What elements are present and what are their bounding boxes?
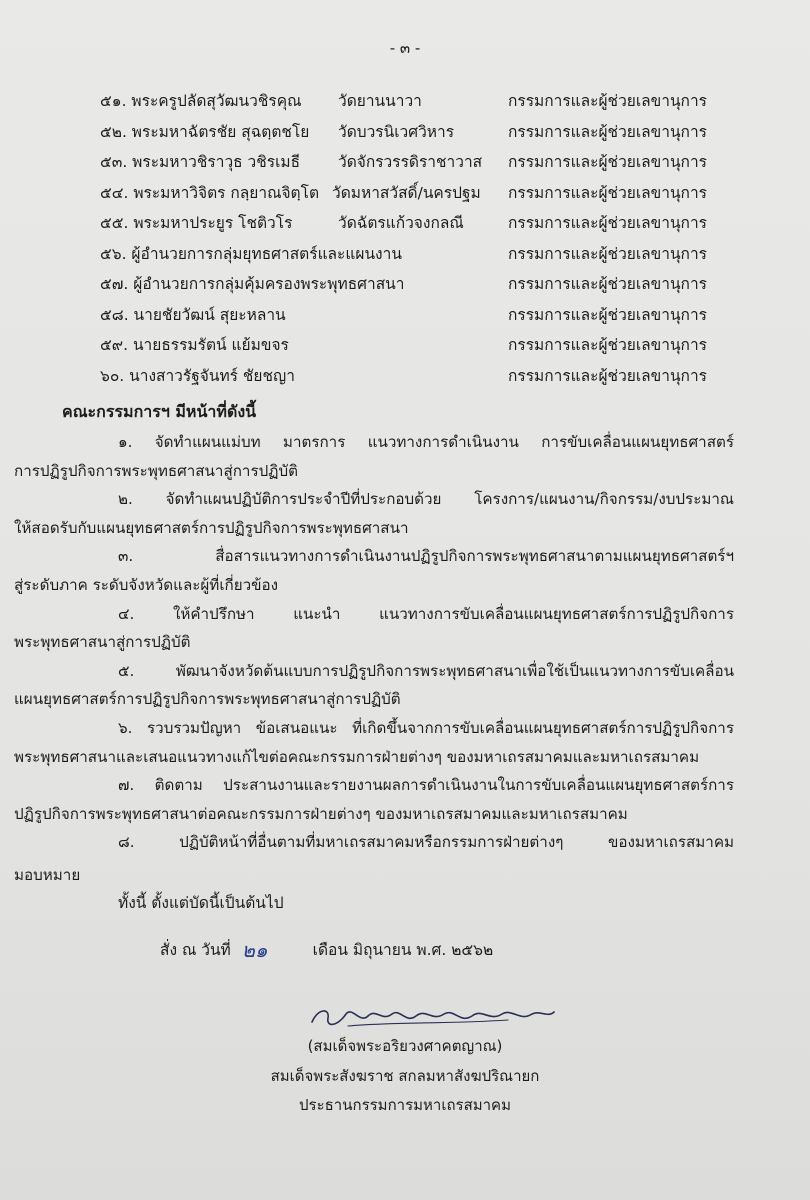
signed-month-year: เดือน มิถุนายน พ.ศ. ๒๕๖๒ bbox=[312, 941, 494, 959]
member-role: กรรมการและผู้ช่วยเลขานุการ bbox=[508, 244, 707, 263]
signed-prefix: สั่ง ณ วันที่ bbox=[160, 941, 231, 959]
duty-first-line: ๕. พัฒนาจังหวัดต้นแบบการปฏิรูปกิจการพระพุทธศาสนาเพื่อใช้เป็นแนวทางการขับเคลื่อน bbox=[118, 661, 734, 680]
member-row bbox=[100, 302, 740, 333]
signatory-position: ประธานกรรมการมหาเถรสมาคม bbox=[299, 1096, 511, 1114]
duty-continuation: แผนยุทธศาสตร์การปฏิรูปกิจการพระพุทธศาสนาสู่การปฏิบัติ bbox=[14, 690, 401, 709]
member-row bbox=[100, 180, 740, 211]
member-role: กรรมการและผู้ช่วยเลขานุการ bbox=[508, 305, 707, 324]
member-role: กรรมการและผู้ช่วยเลขานุการ bbox=[508, 122, 707, 141]
member-name: ๕๔. พระมหาวิจิตร กลฺยาณจิตฺโต bbox=[100, 183, 320, 202]
member-row bbox=[100, 149, 740, 180]
duty-continuation: ให้สอดรับกับแผนยุทธศาสตร์การปฏิรูปกิจการพระพุทธศาสนา bbox=[14, 518, 409, 537]
page-number: - ๓ - bbox=[389, 39, 421, 57]
member-row bbox=[100, 241, 740, 272]
member-role: กรรมการและผู้ช่วยเลขานุการ bbox=[508, 214, 707, 232]
duty-continuation: มอบหมาย bbox=[14, 865, 81, 884]
signature-icon bbox=[308, 1002, 558, 1032]
member-row bbox=[100, 119, 740, 150]
duty-first-line: ๗. ติดตาม ประสานงานและรายงานผลการดำเนินงานในการขับเคลื่อนแผนยุทธศาสตร์การ bbox=[118, 776, 734, 795]
member-row bbox=[100, 363, 740, 394]
duty-item bbox=[14, 428, 734, 485]
member-temple: วัดฉัตรแก้วจงกลณี bbox=[338, 214, 464, 232]
duty-first-line: ๒. จัดทำแผนปฏิบัติการประจำปีที่ประกอบด้วย โครงการ/แผนงาน/กิจกรรม/งบประมาณ bbox=[118, 490, 734, 509]
member-name: ๕๘. นายชัยวัฒน์ สุยะหลาน bbox=[100, 305, 286, 324]
member-role: กรรมการและผู้ช่วยเลขานุการ bbox=[508, 183, 707, 202]
signatory-name: (สมเด็จพระอริยวงศาคตญาณ) bbox=[307, 1037, 503, 1055]
duties-heading: คณะกรรมการฯ มีหน้าที่ดังนี้ bbox=[62, 402, 257, 421]
duty-item bbox=[14, 657, 734, 714]
member-name: ๕๕. พระมหาประยูร โชติวโร bbox=[100, 214, 293, 232]
member-row bbox=[100, 271, 740, 302]
member-name: ๖๐. นางสาวรัฐจันทร์ ชัยชญา bbox=[100, 366, 295, 385]
member-name: ๕๓. พระมหาวชิราวุธ วชิรเมธี bbox=[100, 153, 301, 171]
signed-date-line bbox=[160, 932, 493, 964]
member-temple: วัดยานนาวา bbox=[338, 92, 422, 110]
member-role: กรรมการและผู้ช่วยเลขานุการ bbox=[508, 366, 707, 385]
duty-item bbox=[14, 771, 734, 828]
member-row bbox=[100, 88, 740, 119]
member-name: ๕๒. พระมหาฉัตรชัย สุฉตฺตชโย bbox=[100, 122, 310, 141]
duty-first-line: ๑. จัดทำแผนแม่บท มาตรการ แนวทางการดำเนินงาน การขับเคลื่อนแผนยุทธศาสตร์ bbox=[118, 433, 734, 451]
duty-continuation: ปฏิรูปกิจการพระพุทธศาสนาต่อคณะกรรมการฝ่ายต่างๆ ของมหาเถรสมาคมและมหาเถรสมาคม bbox=[14, 804, 628, 823]
member-role: กรรมการและผู้ช่วยเลขานุการ bbox=[508, 92, 707, 110]
duty-item bbox=[14, 714, 734, 771]
member-temple: วัดมหาสวัสดิ์/นครปฐม bbox=[332, 183, 481, 202]
signed-day-handwritten: ๒๑ bbox=[241, 938, 268, 962]
duty-continuation: การปฏิรูปกิจการพระพุทธศาสนาสู่การปฏิบัติ bbox=[14, 461, 298, 480]
duty-item bbox=[14, 542, 734, 599]
member-name: ๕๗. ผู้อำนวยการกลุ่มคุ้มครองพระพุทธศาสนา bbox=[100, 275, 405, 293]
member-row bbox=[100, 332, 740, 363]
member-temple: วัดจักรวรรดิราชาวาส bbox=[338, 153, 483, 171]
duty-continuation: สู่ระดับภาค ระดับจังหวัดและผู้ที่เกี่ยวข้อง bbox=[14, 575, 279, 594]
duty-item bbox=[14, 600, 734, 657]
duty-first-line: ๔. ให้คำปรึกษา แนะนำ แนวทางการขับเคลื่อนแผนยุทธศาสตร์การปฏิรูปกิจการ bbox=[118, 604, 734, 623]
member-name: ๕๙. นายธรรมรัตน์ แย้มขจร bbox=[100, 336, 289, 354]
signatory-title: สมเด็จพระสังฆราช สกลมหาสังฆปริณายก bbox=[270, 1067, 540, 1085]
member-role: กรรมการและผู้ช่วยเลขานุการ bbox=[508, 336, 707, 354]
member-list bbox=[100, 88, 740, 393]
duty-item bbox=[14, 828, 734, 889]
member-row bbox=[100, 210, 740, 241]
duty-first-line: ๘. ปฏิบัติหน้าที่อื่นตามที่มหาเถรสมาคมหรือกรรมการฝ่ายต่างๆ ของมหาเถรสมาคม bbox=[118, 833, 734, 852]
duty-continuation: พระพุทธศาสนาสู่การปฏิบัติ bbox=[14, 633, 191, 652]
duty-item bbox=[14, 485, 734, 542]
effective-clause: ทั้งนี้ ตั้งแต่บัดนี้เป็นต้นไป bbox=[118, 894, 284, 912]
member-name: ๕๖. ผู้อำนวยการกลุ่มยุทธศาสตร์และแผนงาน bbox=[100, 244, 402, 263]
duty-list bbox=[14, 428, 734, 890]
duty-first-line: ๖. รวบรวมปัญหา ข้อเสนอแนะ ที่เกิดขึ้นจากการขับเคลื่อนแผนยุทธศาสตร์การปฏิรูปกิจการ bbox=[118, 718, 734, 737]
member-role: กรรมการและผู้ช่วยเลขานุการ bbox=[508, 275, 707, 293]
member-name: ๕๑. พระครูปลัดสุวัฒนวชิรคุณ bbox=[100, 92, 302, 110]
member-temple: วัดบวรนิเวศวิหาร bbox=[338, 122, 455, 141]
member-role: กรรมการและผู้ช่วยเลขานุการ bbox=[508, 153, 707, 171]
duty-first-line: ๓. สื่อสารแนวทางการดำเนินงานปฏิรูปกิจการพระพุทธศาสนาตามแผนยุทธศาสตร์ฯ bbox=[118, 547, 734, 566]
duty-continuation: พระพุทธศาสนาและเสนอแนวทางแก้ไขต่อคณะกรรมการฝ่ายต่างๆ ของมหาเถรสมาคมและมหาเถรสมาคม bbox=[14, 747, 700, 766]
